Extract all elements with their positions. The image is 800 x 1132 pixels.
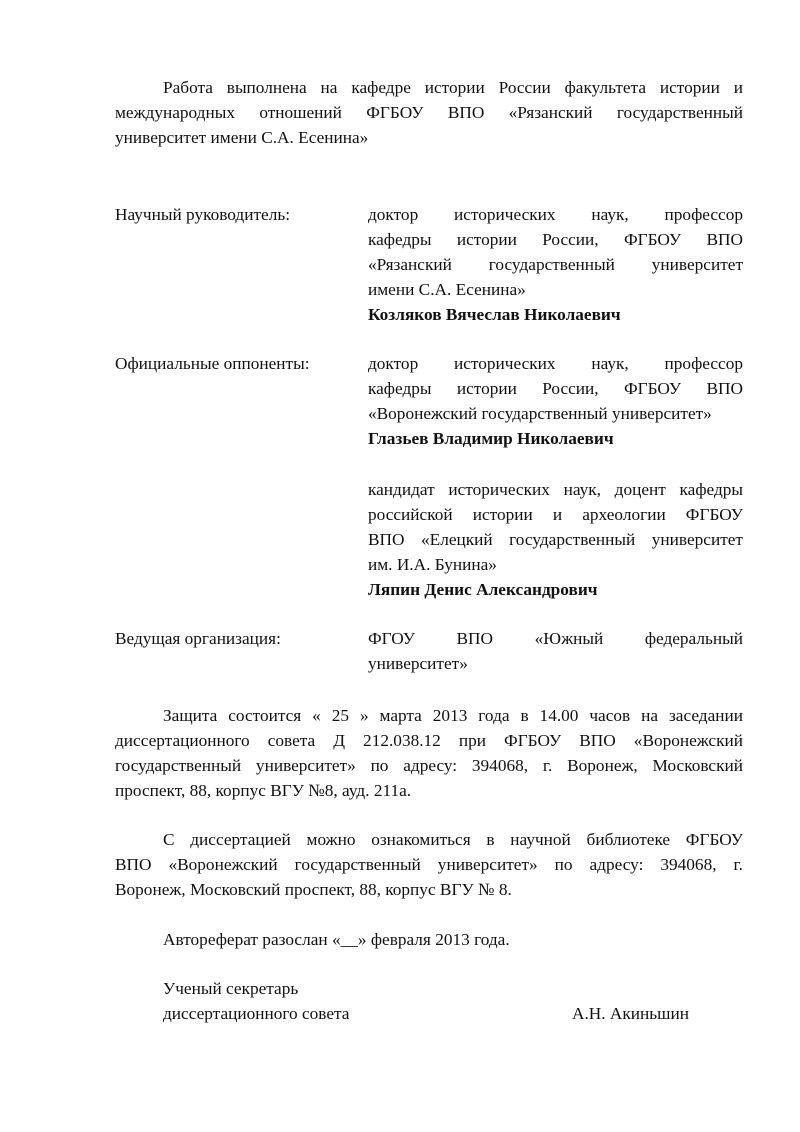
supervisor-line: «Рязанский государственный университет — [368, 255, 743, 274]
distribution-note: Автореферат разослан «__» февраля 2013 года. — [163, 930, 510, 949]
leading-org-line: университет» — [368, 654, 468, 673]
supervisor-label: Научный руководитель: — [115, 205, 290, 224]
library-line: С диссертацией можно ознакомиться в научной библиотеке ФГБОУ — [163, 830, 743, 849]
library-line: Воронеж, Московский проспект, 88, корпус ВГУ № 8. — [115, 880, 512, 899]
intro-line: университет имени С.А. Есенина» — [115, 128, 369, 147]
supervisor-line: доктор исторических наук, профессор — [368, 205, 743, 224]
secretary-title: Ученый секретарь — [163, 979, 299, 998]
defense-line: Защита состоится « 25 » марта 2013 года в 14.00 часов на заседании — [163, 706, 743, 725]
opponent-2-name: Ляпин Денис Александрович — [368, 580, 598, 599]
opponent-1-line: кафедры истории России, ФГБОУ ВПО — [368, 379, 743, 398]
opponent-1-line: доктор исторических наук, профессор — [368, 354, 743, 373]
supervisor-line: имени С.А. Есенина» — [368, 280, 526, 299]
library-line: ВПО «Воронежский государственный университет» по адресу: 394068, г. — [115, 855, 743, 874]
supervisor-line: кафедры истории России, ФГБОУ ВПО — [368, 230, 743, 249]
opponent-2-line: им. И.А. Бунина» — [368, 555, 497, 574]
secretary-name: А.Н. Акиньшин — [572, 1004, 689, 1023]
opponent-1-line: «Воронежский государственный университет» — [368, 404, 712, 423]
defense-line: диссертационного совета Д 212.038.12 при ФГБОУ ВПО «Воронежский — [115, 731, 743, 750]
opponent-2-line: кандидат исторических наук, доцент кафедры — [368, 480, 743, 499]
secretary-council: диссертационного совета — [163, 1004, 350, 1023]
opponent-2-line: ВПО «Елецкий государственный университет — [368, 530, 743, 549]
intro-line: международных отношений ФГБОУ ВПО «Рязанский государственный — [115, 103, 743, 122]
leading-org-label: Ведущая организация: — [115, 629, 281, 648]
opponent-1-name: Глазьев Владимир Николаевич — [368, 429, 614, 448]
opponent-2-line: российской истории и археологии ФГБОУ — [368, 505, 743, 524]
defense-line: проспект, 88, корпус ВГУ №8, ауд. 211а. — [115, 781, 412, 800]
leading-org-line: ФГОУ ВПО «Южный федеральный — [368, 629, 743, 648]
opponents-label: Официальные оппоненты: — [115, 354, 310, 373]
defense-line: государственный университет» по адресу: 394068, г. Воронеж, Московский — [115, 756, 743, 775]
intro-line: Работа выполнена на кафедре истории России факультета истории и — [163, 78, 743, 97]
supervisor-name: Козляков Вячеслав Николаевич — [368, 305, 621, 324]
